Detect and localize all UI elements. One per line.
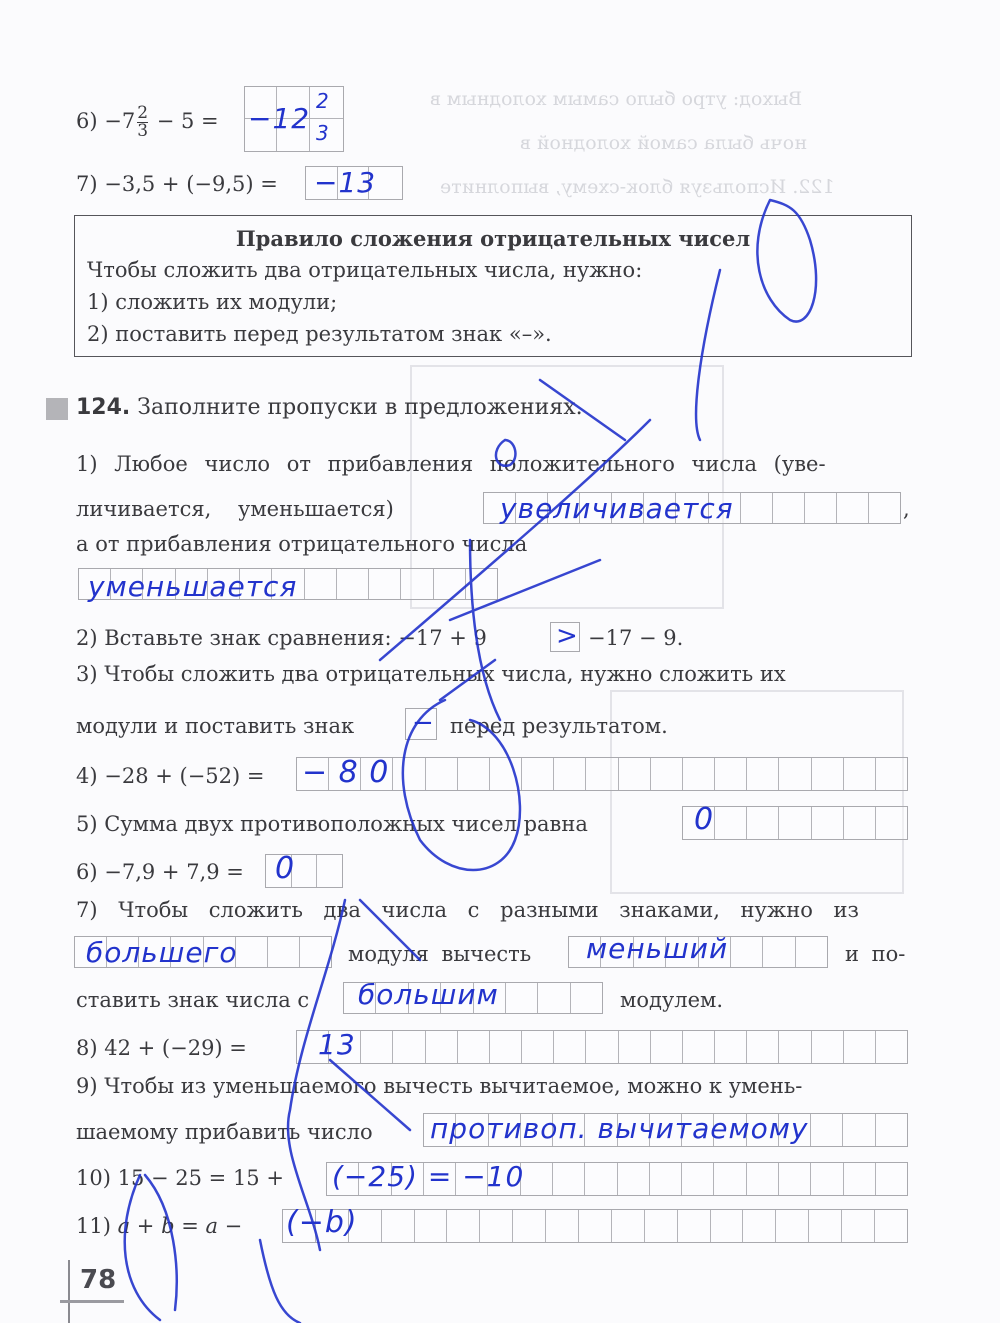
- rule-step-1: 1) сложить их модули;: [87, 290, 338, 314]
- task-marker-icon: [46, 398, 68, 420]
- item-6: [76, 858, 244, 886]
- item-8: [76, 1034, 247, 1062]
- expr-whole: −7: [104, 109, 136, 133]
- answer-grid-item-5[interactable]: [682, 802, 908, 840]
- item-label: 8): [76, 1036, 98, 1060]
- bleed-through-text-3: 122. Используя блок-схему, выполните: [440, 176, 835, 198]
- item-1-line-b: [76, 495, 394, 523]
- answer-grid-item-8[interactable]: [296, 1030, 908, 1064]
- page-number: 78: [80, 1265, 117, 1295]
- handwritten-answer: −12: [248, 102, 311, 135]
- rule-step-2: 2) поставить перед результатом знак «–».: [87, 322, 552, 346]
- handwritten-answer: противоп. вычитаемому: [430, 1112, 809, 1145]
- handwritten-answer: 13: [318, 1028, 356, 1061]
- task-number: 124.: [76, 395, 131, 420]
- item-label: 11): [76, 1214, 111, 1238]
- prev-item-6: [76, 105, 219, 140]
- item-text: −7,9 + 7,9 =: [104, 860, 244, 884]
- item-label: 7): [76, 898, 98, 922]
- item-label: 2): [76, 626, 98, 650]
- handwritten-answer: большего: [86, 936, 238, 969]
- item-11: [76, 1212, 242, 1240]
- item-label: 10): [76, 1166, 111, 1190]
- item-7-line-c: ставить знак числа с: [76, 988, 310, 1012]
- handwritten-answer: уменьшается: [88, 570, 298, 603]
- page-divider: [68, 1260, 70, 1323]
- fraction: [137, 105, 148, 140]
- page-divider: [60, 1300, 124, 1303]
- item-2: [76, 624, 487, 652]
- item-label: 3): [76, 662, 98, 686]
- item-text: 15 − 25 = 15 +: [117, 1166, 284, 1190]
- item-label: 1): [76, 452, 98, 476]
- item-text: личивается, уменьшается): [76, 497, 394, 521]
- prev-item-7: [76, 170, 278, 198]
- handwritten-answer: −: [412, 708, 435, 738]
- item-1-line-c: а от прибавления отрицательного числа: [76, 532, 528, 556]
- item-label: 9): [76, 1074, 98, 1098]
- task-header: [76, 394, 583, 422]
- handwritten-answer: меньший: [586, 932, 729, 965]
- handwritten-answer-num: 2: [316, 89, 330, 113]
- item-label: 6): [76, 860, 98, 884]
- numerator: 2: [137, 103, 149, 123]
- handwritten-answer: −13: [314, 166, 377, 199]
- item-label: 7): [76, 172, 98, 196]
- item-expression: −3,5 + (−9,5) =: [104, 172, 278, 196]
- item-3-end: перед результатом.: [450, 714, 668, 738]
- task-title: Заполните пропуски в предложениях.: [137, 395, 583, 420]
- item-9-line-b: шаемому прибавить число: [76, 1120, 373, 1144]
- item-text: a + b = a −: [117, 1214, 243, 1238]
- item-label: 5): [76, 812, 98, 836]
- denominator: 3: [137, 121, 149, 141]
- item-label: 6): [76, 109, 98, 133]
- item-text: Чтобы из уменьшаемого вычесть вычитаемое, можно к умень-: [104, 1074, 803, 1098]
- item-4: [76, 762, 265, 790]
- item-7-mid: модуля вычесть: [348, 942, 532, 966]
- item-1-line-a: [76, 450, 826, 478]
- item-5: [76, 810, 588, 838]
- handwritten-answer: 0: [694, 802, 715, 837]
- handwritten-answer: − 8 0: [302, 755, 390, 790]
- expr-rest: − 5 =: [150, 109, 219, 133]
- handwritten-answer-den: 3: [316, 121, 330, 145]
- rule-title: Правило сложения отрицательных чисел: [235, 226, 751, 251]
- item-text: −28 + (−52) =: [104, 764, 265, 788]
- bleed-through-text-2: ночь была самой холодной в: [520, 132, 807, 154]
- handwritten-answer: (−25) = −10: [332, 1160, 525, 1193]
- bleed-through-text-1: Выход: утро было самым холодным в: [430, 88, 803, 110]
- item-text: Чтобы сложить два отрицательных числа, нужно сложить их: [104, 662, 786, 686]
- item-label: 4): [76, 764, 98, 788]
- rule-intro: Чтобы сложить два отрицательных числа, нужно:: [87, 258, 643, 282]
- handwritten-answer: >: [556, 621, 579, 651]
- item-2-end: −17 − 9.: [588, 626, 684, 650]
- handwritten-answer: большим: [358, 978, 499, 1011]
- item-10: [76, 1164, 284, 1192]
- item-text: Вставьте знак сравнения: −17 + 9: [104, 626, 487, 650]
- item-9-line-a: [76, 1072, 802, 1100]
- handwritten-answer: (−b): [286, 1205, 358, 1240]
- answer-grid-item-11[interactable]: [282, 1205, 908, 1243]
- item-text: Чтобы сложить два числа с разными знаками, нужно из: [118, 898, 859, 922]
- item-text: Любое число от прибавления положительного числа (уве-: [114, 452, 826, 476]
- rule-box: [74, 215, 912, 357]
- handwritten-answer: 0: [275, 851, 296, 886]
- item-7-end: модулем.: [620, 988, 724, 1012]
- item-7-mid-end: и по-: [845, 942, 906, 966]
- item-text: 42 + (−29) =: [104, 1036, 247, 1060]
- item-3-line-b: модули и поставить знак: [76, 714, 355, 738]
- item-text: Сумма двух противоположных чисел равна: [104, 812, 588, 836]
- item-7-line-a: [76, 896, 859, 924]
- handwritten-answer: увеличивается: [500, 492, 734, 525]
- item-3-line-a: [76, 660, 786, 688]
- comma: ,: [903, 497, 910, 521]
